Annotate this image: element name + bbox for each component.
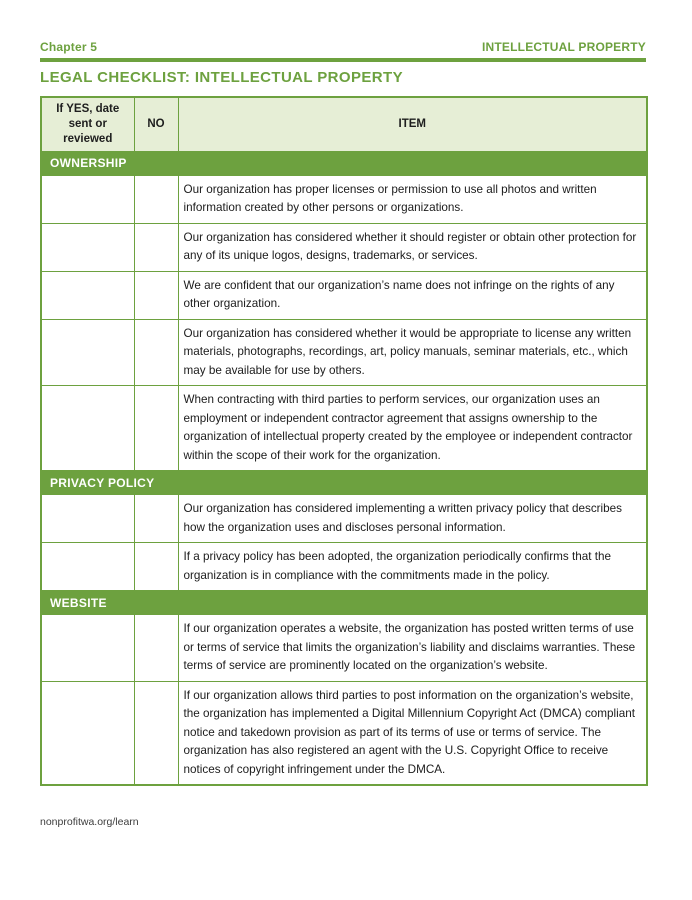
item-text: Our organization has considered implementing a written privacy policy that describes how the organization uses and discloses personal information. [178, 495, 647, 543]
table-row [41, 386, 647, 471]
section-header-label: PRIVACY POLICY [41, 471, 647, 495]
table-header-row [41, 97, 647, 151]
table-row [41, 495, 647, 543]
no-cell [134, 175, 178, 223]
no-cell [134, 615, 178, 682]
item-text: If our organization operates a website, the organization has posted written terms of use or terms of service that limits the organization’s liability and disclaims warranties. These terms of service are prominently located on the organization’s website. [178, 615, 647, 682]
header-section-label: INTELLECTUAL PROPERTY [482, 40, 646, 54]
checklist-table [40, 96, 648, 786]
table-row [41, 319, 647, 386]
date-cell [41, 175, 134, 223]
table-row [41, 175, 647, 223]
date-cell [41, 319, 134, 386]
table-row [41, 543, 647, 591]
no-cell [134, 543, 178, 591]
no-cell [134, 681, 178, 785]
page-title: LEGAL CHECKLIST: INTELLECTUAL PROPERTY [40, 69, 403, 86]
item-text: When contracting with third parties to perform services, our organization uses an employment or independent contractor agreement that assigns ownership to the organization of intellectual property created by the employee or independent contractor within the scope of their work for the organization. [178, 386, 647, 471]
item-text: Our organization has proper licenses or permission to use all photos and written information created by other persons or organizations. [178, 175, 647, 223]
item-text: Our organization has considered whether it would be appropriate to license any written materials, photographs, recordings, art, policy manuals, seminar materials, etc., which may be available for use by others. [178, 319, 647, 386]
table-row [41, 223, 647, 271]
date-cell [41, 495, 134, 543]
header-rule [40, 58, 646, 62]
section-header-website [41, 591, 647, 615]
no-cell [134, 271, 178, 319]
date-cell [41, 681, 134, 785]
footer-url: nonprofitwa.org/learn [40, 816, 139, 829]
item-text: If our organization allows third parties to post information on the organization’s website, the organization has implemented a Digital Millennium Copyright Act (DMCA) compliant notice and takedown provision as part of its terms of use or terms of service. The organization has also registered an agent with the U.S. Copyright Office to receive notices of copyright infringement under the DMCA. [178, 681, 647, 785]
section-header-label: OWNERSHIP [41, 151, 647, 175]
section-header-label: WEBSITE [41, 591, 647, 615]
no-cell [134, 495, 178, 543]
item-text: If a privacy policy has been adopted, the organization periodically confirms that the organization is in compliance with the commitments made in the policy. [178, 543, 647, 591]
page-header [40, 40, 646, 54]
section-header-ownership [41, 151, 647, 175]
no-cell [134, 223, 178, 271]
item-text: Our organization has considered whether it should register or obtain other protection for any of its unique logos, designs, trademarks, or services. [178, 223, 647, 271]
date-cell [41, 271, 134, 319]
date-cell [41, 223, 134, 271]
no-cell [134, 319, 178, 386]
item-text: We are confident that our organization’s name does not infringe on the rights of any other organization. [178, 271, 647, 319]
date-cell [41, 386, 134, 471]
no-cell [134, 386, 178, 471]
date-cell [41, 615, 134, 682]
date-cell [41, 543, 134, 591]
chapter-label: Chapter 5 [40, 40, 98, 54]
section-header-privacy-policy [41, 471, 647, 495]
table-row [41, 615, 647, 682]
column-header-no: NO [134, 97, 178, 151]
column-header-date: If YES, date sent or reviewed [41, 97, 134, 151]
table-row [41, 271, 647, 319]
table-row [41, 681, 647, 785]
column-header-item: ITEM [178, 97, 647, 151]
